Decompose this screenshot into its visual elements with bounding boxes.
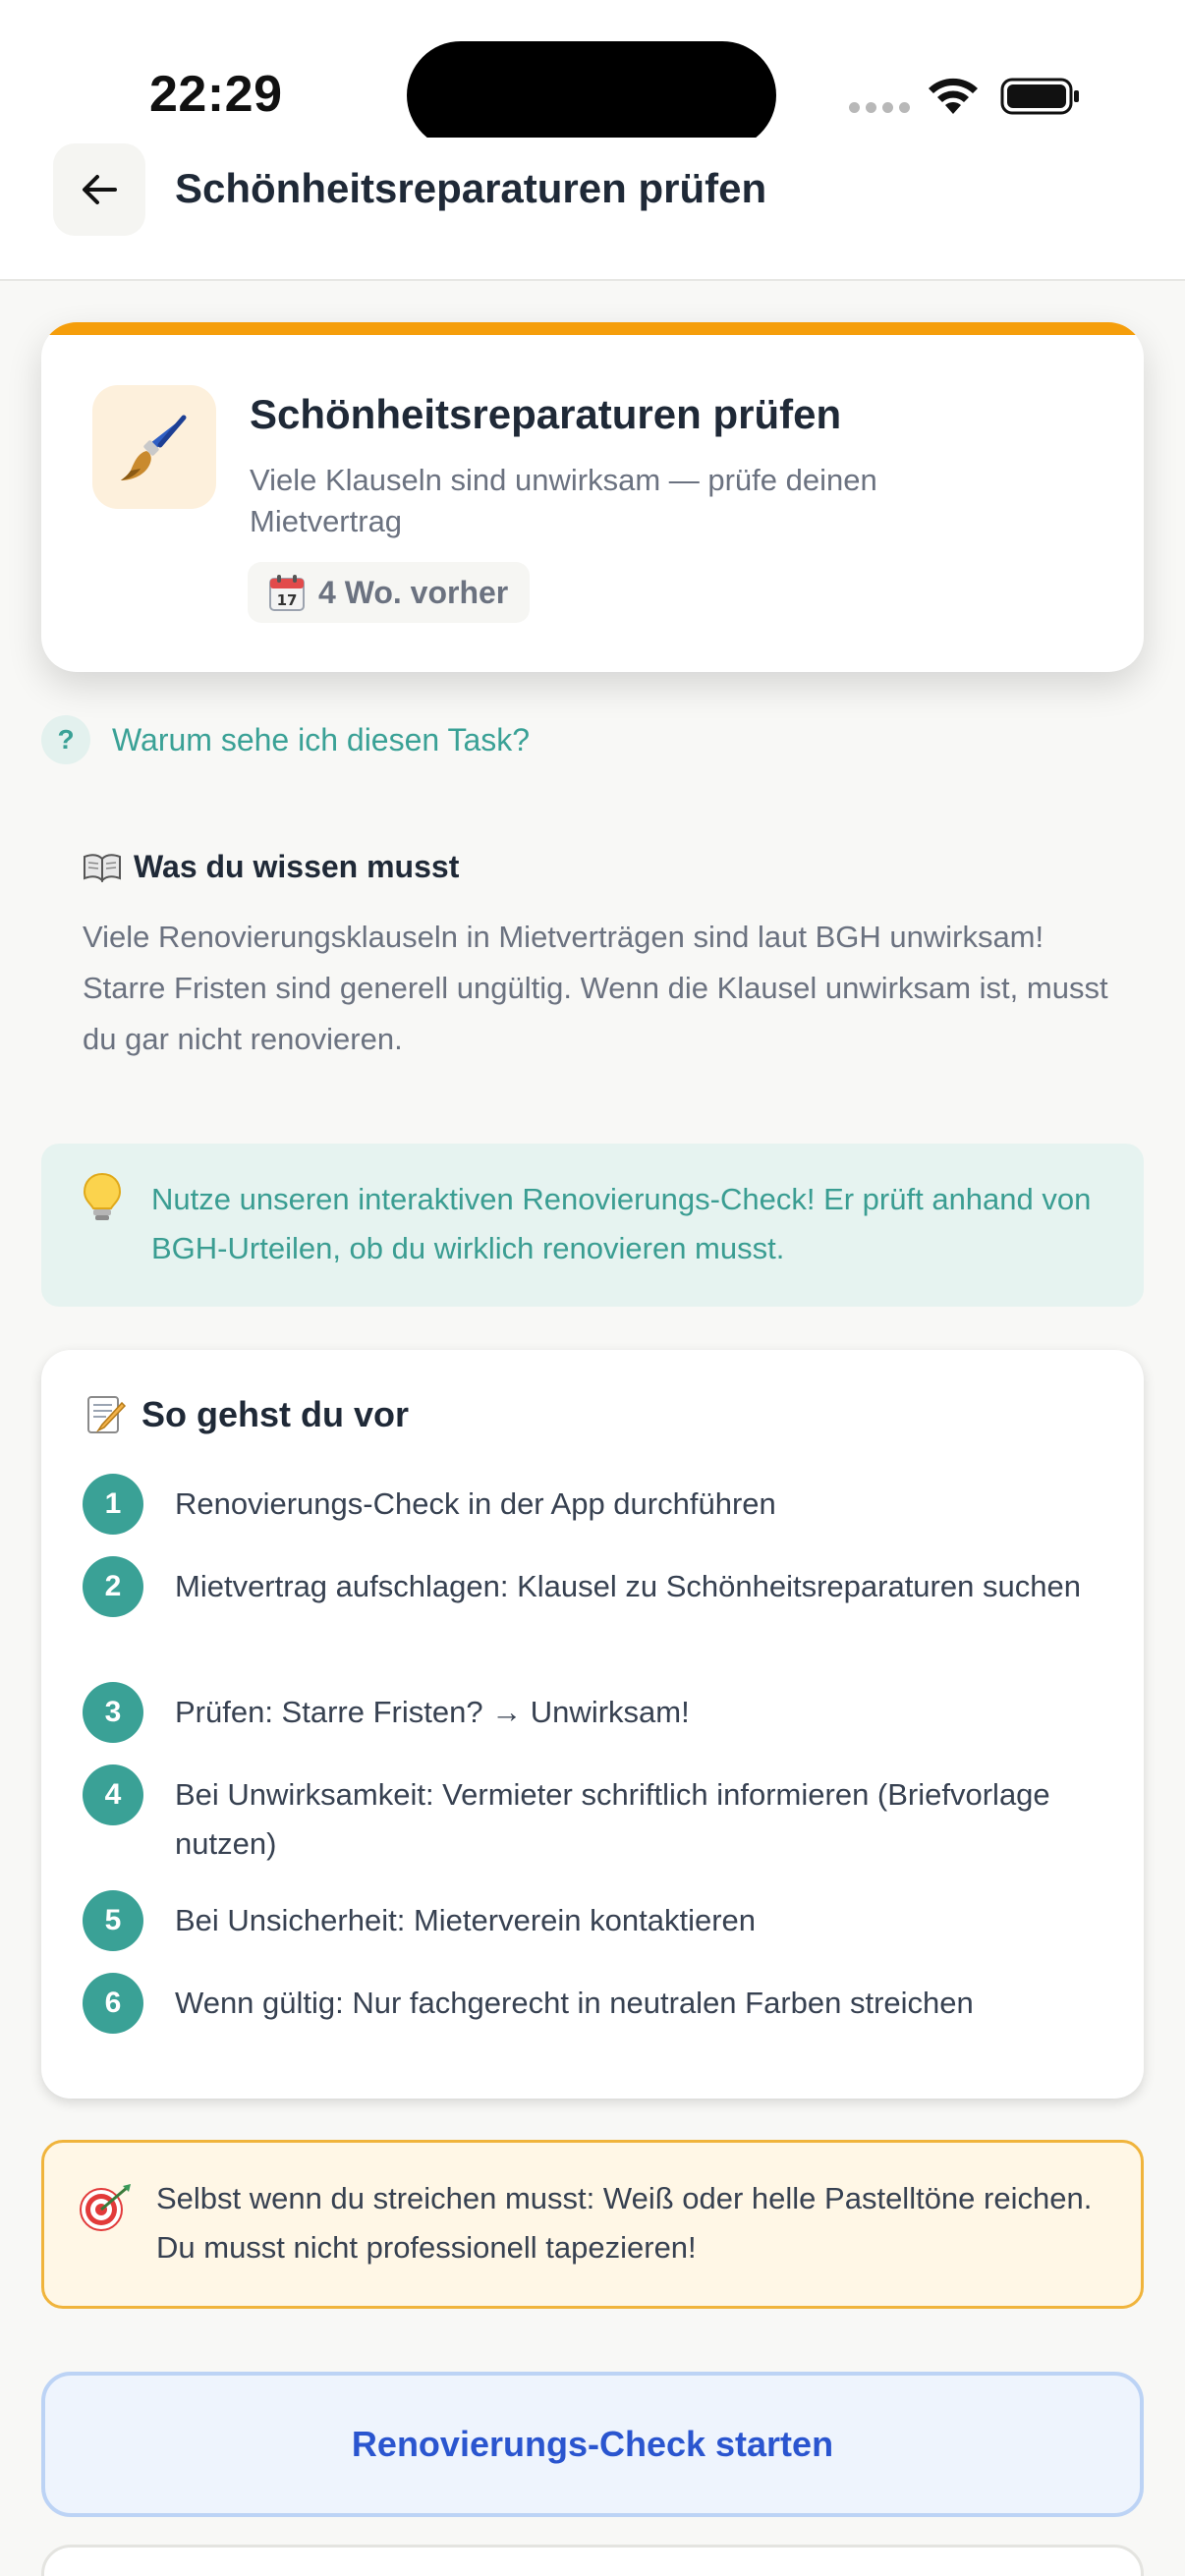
calendar-icon (267, 573, 307, 612)
wifi-icon (924, 75, 983, 118)
know-heading (83, 849, 459, 885)
status-bar (0, 0, 1185, 147)
know-text: Viele Renovierungsklauseln in Mietverträgen sind laut BGH unwirksam! Starre Fristen sind generell ungültig. Wenn die Klausel unwirksam ist, musst du gar nicht renovieren. (83, 920, 1108, 1056)
step-item (83, 1556, 1118, 1617)
cellular-signal-icon (849, 102, 910, 113)
warning-text: Selbst wenn du streichen musst: Weiß oder helle Pastelltöne reichen. Du musst nicht professionell tapezieren! (156, 2181, 1093, 2265)
step-text: Bei Unwirksamkeit: Vermieter schriftlich informieren (Briefvorlage nutzen) (175, 1777, 1050, 1861)
app-header (0, 138, 1185, 281)
step-item (83, 1890, 1118, 1951)
secondary-card (41, 2545, 1144, 2576)
step-item (83, 1973, 1118, 2034)
due-chip (248, 562, 530, 623)
task-title: Schönheitsreparaturen prüfen (250, 391, 842, 437)
tip-box (41, 1144, 1144, 1307)
tip-text: Nutze unseren interaktiven Renovierungs-Check! Er prüft anhand von BGH-Urteilen, ob du wirklich renovieren musst. (151, 1182, 1092, 1265)
start-renovation-check-button[interactable]: Renovierungs-Check starten (41, 2372, 1144, 2517)
step-text: Renovierungs-Check in der App durchführen (175, 1486, 776, 1521)
step-text: Bei Unsicherheit: Mieterverein kontaktieren (175, 1903, 756, 1937)
back-button[interactable] (53, 143, 145, 236)
step-number: 6 (83, 1973, 143, 2034)
steps-heading (85, 1393, 409, 1436)
due-label: 4 Wo. vorher (318, 574, 509, 610)
battery-icon (1000, 77, 1081, 116)
dynamic-island (407, 41, 776, 149)
task-card (41, 322, 1144, 672)
page-title: Schönheitsreparaturen prüfen (175, 165, 767, 211)
why-label: Warum sehe ich diesen Task? (112, 721, 531, 757)
step-text: Prüfen: Starre Fristen? → Unwirksam! (175, 1695, 690, 1729)
warning-box (41, 2140, 1144, 2309)
steps-card (41, 1350, 1144, 2099)
task-accent-bar (41, 322, 1144, 335)
step-item (83, 1682, 1118, 1743)
step-number: 4 (83, 1764, 143, 1825)
step-text: Wenn gültig: Nur fachgerecht in neutralen Farben streichen (175, 1986, 974, 2020)
paintbrush-icon (117, 410, 192, 484)
task-subtitle: Viele Klauseln sind unwirksam — prüfe deinen Mietvertrag (250, 463, 877, 538)
arrow-left-icon (80, 173, 119, 206)
step-text: Mietvertrag aufschlagen: Klausel zu Schönheitsreparaturen suchen (175, 1569, 1081, 1603)
lightbulb-icon (81, 1171, 124, 1224)
svg-text:17: 17 (276, 591, 298, 609)
step-item (83, 1474, 1118, 1535)
book-icon (83, 853, 122, 882)
steps-title: So gehst du vor (141, 1394, 410, 1434)
know-title: Was du wissen musst (134, 849, 460, 884)
status-time: 22:29 (149, 66, 283, 123)
step-number: 1 (83, 1474, 143, 1535)
why-link[interactable] (41, 715, 530, 764)
task-icon-box (92, 385, 216, 509)
step-number: 3 (83, 1682, 143, 1743)
step-number: 5 (83, 1890, 143, 1951)
question-icon: ? (41, 715, 90, 764)
target-icon (78, 2182, 135, 2233)
memo-icon (85, 1393, 128, 1436)
step-number: 2 (83, 1556, 143, 1617)
step-item (83, 1764, 1118, 1869)
